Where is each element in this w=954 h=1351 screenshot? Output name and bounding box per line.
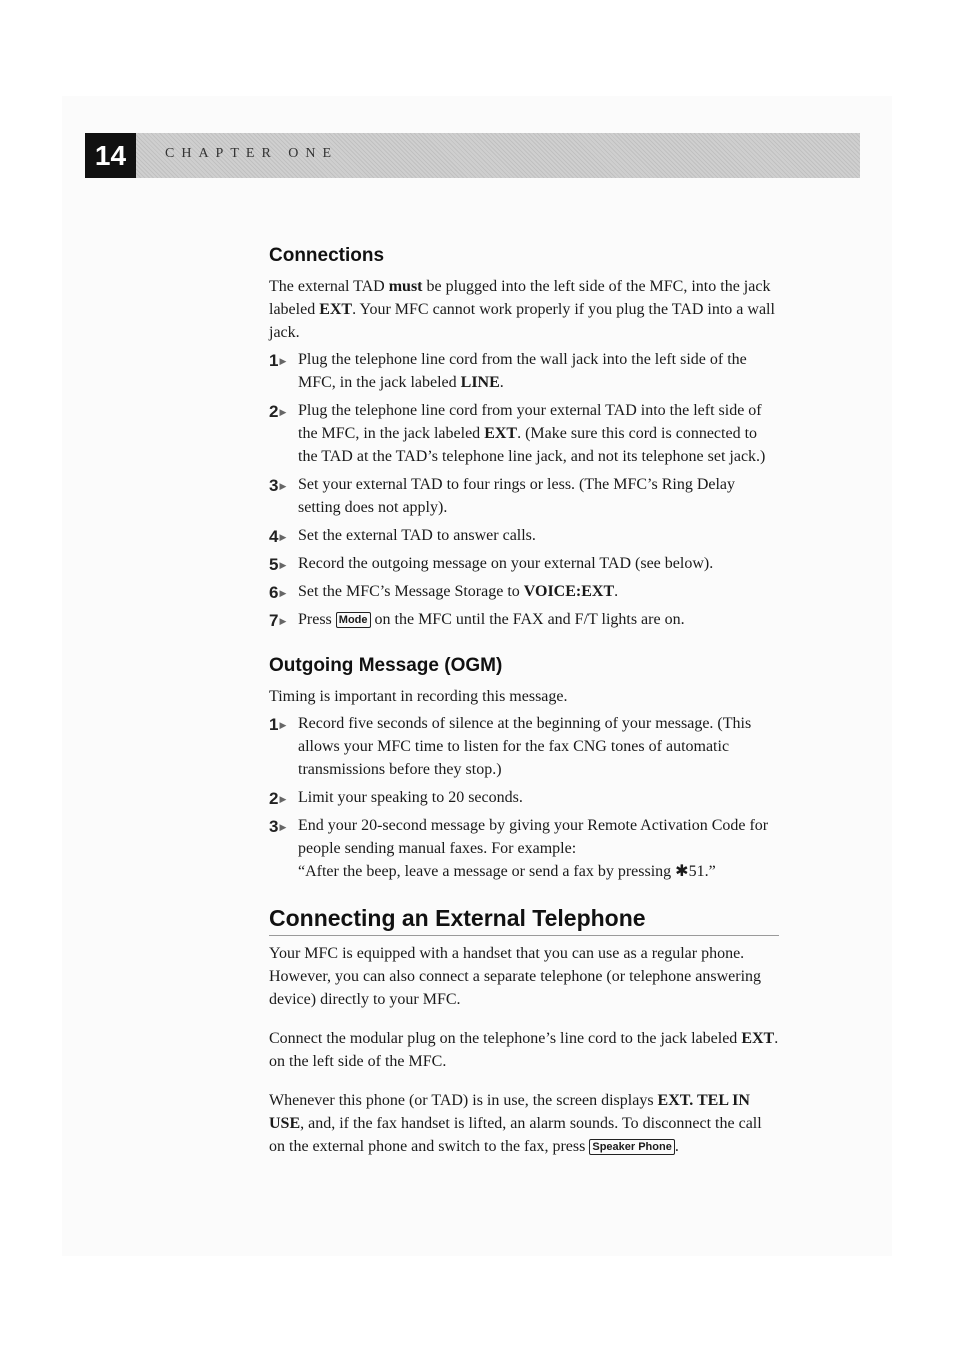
text: , and, if the fax handset is lifted, an alarm sounds. To disconnect the call on the external phone and switch to the fax, press — [269, 1115, 762, 1155]
mode-key: Mode — [336, 612, 371, 628]
step-arrow-icon: ▶ — [279, 794, 287, 804]
text: Limit your speaking to 20 seconds. — [298, 789, 523, 806]
step-arrow-icon: ▶ — [279, 822, 287, 832]
emphasis: EXT — [484, 425, 518, 442]
emphasis: EXT. TEL IN USE — [269, 1092, 750, 1132]
list-item — [269, 473, 779, 519]
step-number: 3▶ — [269, 817, 287, 836]
text: Record the outgoing message on your external TAD (see below). — [298, 555, 714, 572]
list-item — [269, 608, 779, 631]
text: on the MFC until the FAX and F/T lights are on. — [370, 611, 685, 628]
list-item — [269, 348, 779, 394]
text: Plug the telephone line cord from your external TAD into the left side of the MFC, in the jack labeled — [298, 402, 762, 442]
ogm-section — [269, 655, 779, 883]
step-number: 3▶ — [269, 476, 287, 495]
chapter-title: CHAPTER ONE — [165, 146, 339, 161]
external-telephone-section — [269, 905, 779, 1158]
ogm-heading: Outgoing Message (OGM) — [269, 655, 503, 676]
external-paragraph-3 — [269, 1089, 779, 1158]
text: . — [674, 1138, 679, 1155]
list-item — [269, 712, 779, 781]
text: Connect the modular plug on the telephone’s line cord to the jack labeled — [269, 1030, 742, 1047]
step-arrow-icon: ▶ — [279, 588, 287, 598]
text: Record five seconds of silence at the beginning of your message. (This allows your MFC time to listen for the fax CNG tones of automatic transmissions before they stop.) — [298, 715, 752, 778]
step-number: 1▶ — [269, 351, 287, 370]
text: Press — [298, 611, 336, 628]
connections-steps — [269, 348, 779, 631]
text: Whenever this phone (or TAD) is in use, the screen displays — [269, 1092, 658, 1109]
emphasis: EXT — [319, 301, 353, 318]
emphasis: VOICE:EXT — [523, 583, 615, 600]
step-number: 1▶ — [269, 715, 287, 734]
ogm-steps — [269, 712, 779, 883]
text: The external TAD — [269, 278, 389, 295]
connections-heading: Connections — [269, 245, 385, 266]
text: Set the MFC’s Message Storage to — [298, 583, 524, 600]
text: End your 20-second message by giving your Remote Activation Code for people sending manual faxes. For example: — [298, 817, 769, 857]
step-number: 4▶ — [269, 527, 287, 546]
step-arrow-icon: ▶ — [279, 560, 287, 570]
step-number: 6▶ — [269, 583, 287, 602]
page-number: 14 — [85, 133, 136, 178]
step-number: 2▶ — [269, 402, 287, 421]
text: . (Make sure this cord is connected to the TAD at the TAD’s telephone line jack, and not its telephone set jack.) — [298, 425, 766, 465]
emphasis: EXT — [741, 1030, 775, 1047]
step-number: 7▶ — [269, 611, 287, 630]
external-telephone-heading: Connecting an External Telephone — [269, 905, 779, 936]
connections-section — [269, 245, 779, 631]
emphasis: must — [388, 278, 423, 295]
step-arrow-icon: ▶ — [279, 356, 287, 366]
step-number: 5▶ — [269, 555, 287, 574]
step-arrow-icon: ▶ — [279, 720, 287, 730]
page-content — [269, 245, 779, 1162]
text: . — [499, 374, 504, 391]
list-item — [269, 580, 779, 603]
step-arrow-icon: ▶ — [279, 532, 287, 542]
text: . — [614, 583, 619, 600]
list-item — [269, 552, 779, 575]
list-item — [269, 786, 779, 809]
list-item — [269, 399, 779, 468]
list-item — [269, 814, 779, 883]
step-arrow-icon: ▶ — [279, 407, 287, 417]
external-paragraph-2 — [269, 1027, 779, 1073]
text: Plug the telephone line cord from the wall jack into the left side of the MFC, in the jack labeled — [298, 351, 747, 391]
text: Set your external TAD to four rings or less. (The MFC’s Ring Delay setting does not apply). — [298, 476, 736, 516]
text: Set the external TAD to answer calls. — [298, 527, 536, 544]
text: be plugged into the left side of the MFC, into the jack labeled — [269, 278, 771, 318]
external-paragraph-1: Your MFC is equipped with a handset that you can use as a regular phone. However, you can also connect a separate telephone (or telephone answering device) directly to your MFC. — [269, 945, 762, 1008]
ogm-intro: Timing is important in recording this message. — [269, 688, 568, 705]
list-item — [269, 524, 779, 547]
text: . Your MFC cannot work properly if you plug the TAD into a wall jack. — [269, 301, 775, 341]
step-number: 2▶ — [269, 789, 287, 808]
step-arrow-icon: ▶ — [279, 481, 287, 491]
step-arrow-icon: ▶ — [279, 616, 287, 626]
connections-intro — [269, 275, 779, 344]
speaker-phone-key: Speaker Phone — [589, 1139, 674, 1155]
example-quote: “After the beep, leave a message or send a fax by pressing ✱51.” — [298, 863, 716, 880]
text: . on the left side of the MFC. — [269, 1030, 779, 1070]
emphasis: LINE — [460, 374, 500, 391]
